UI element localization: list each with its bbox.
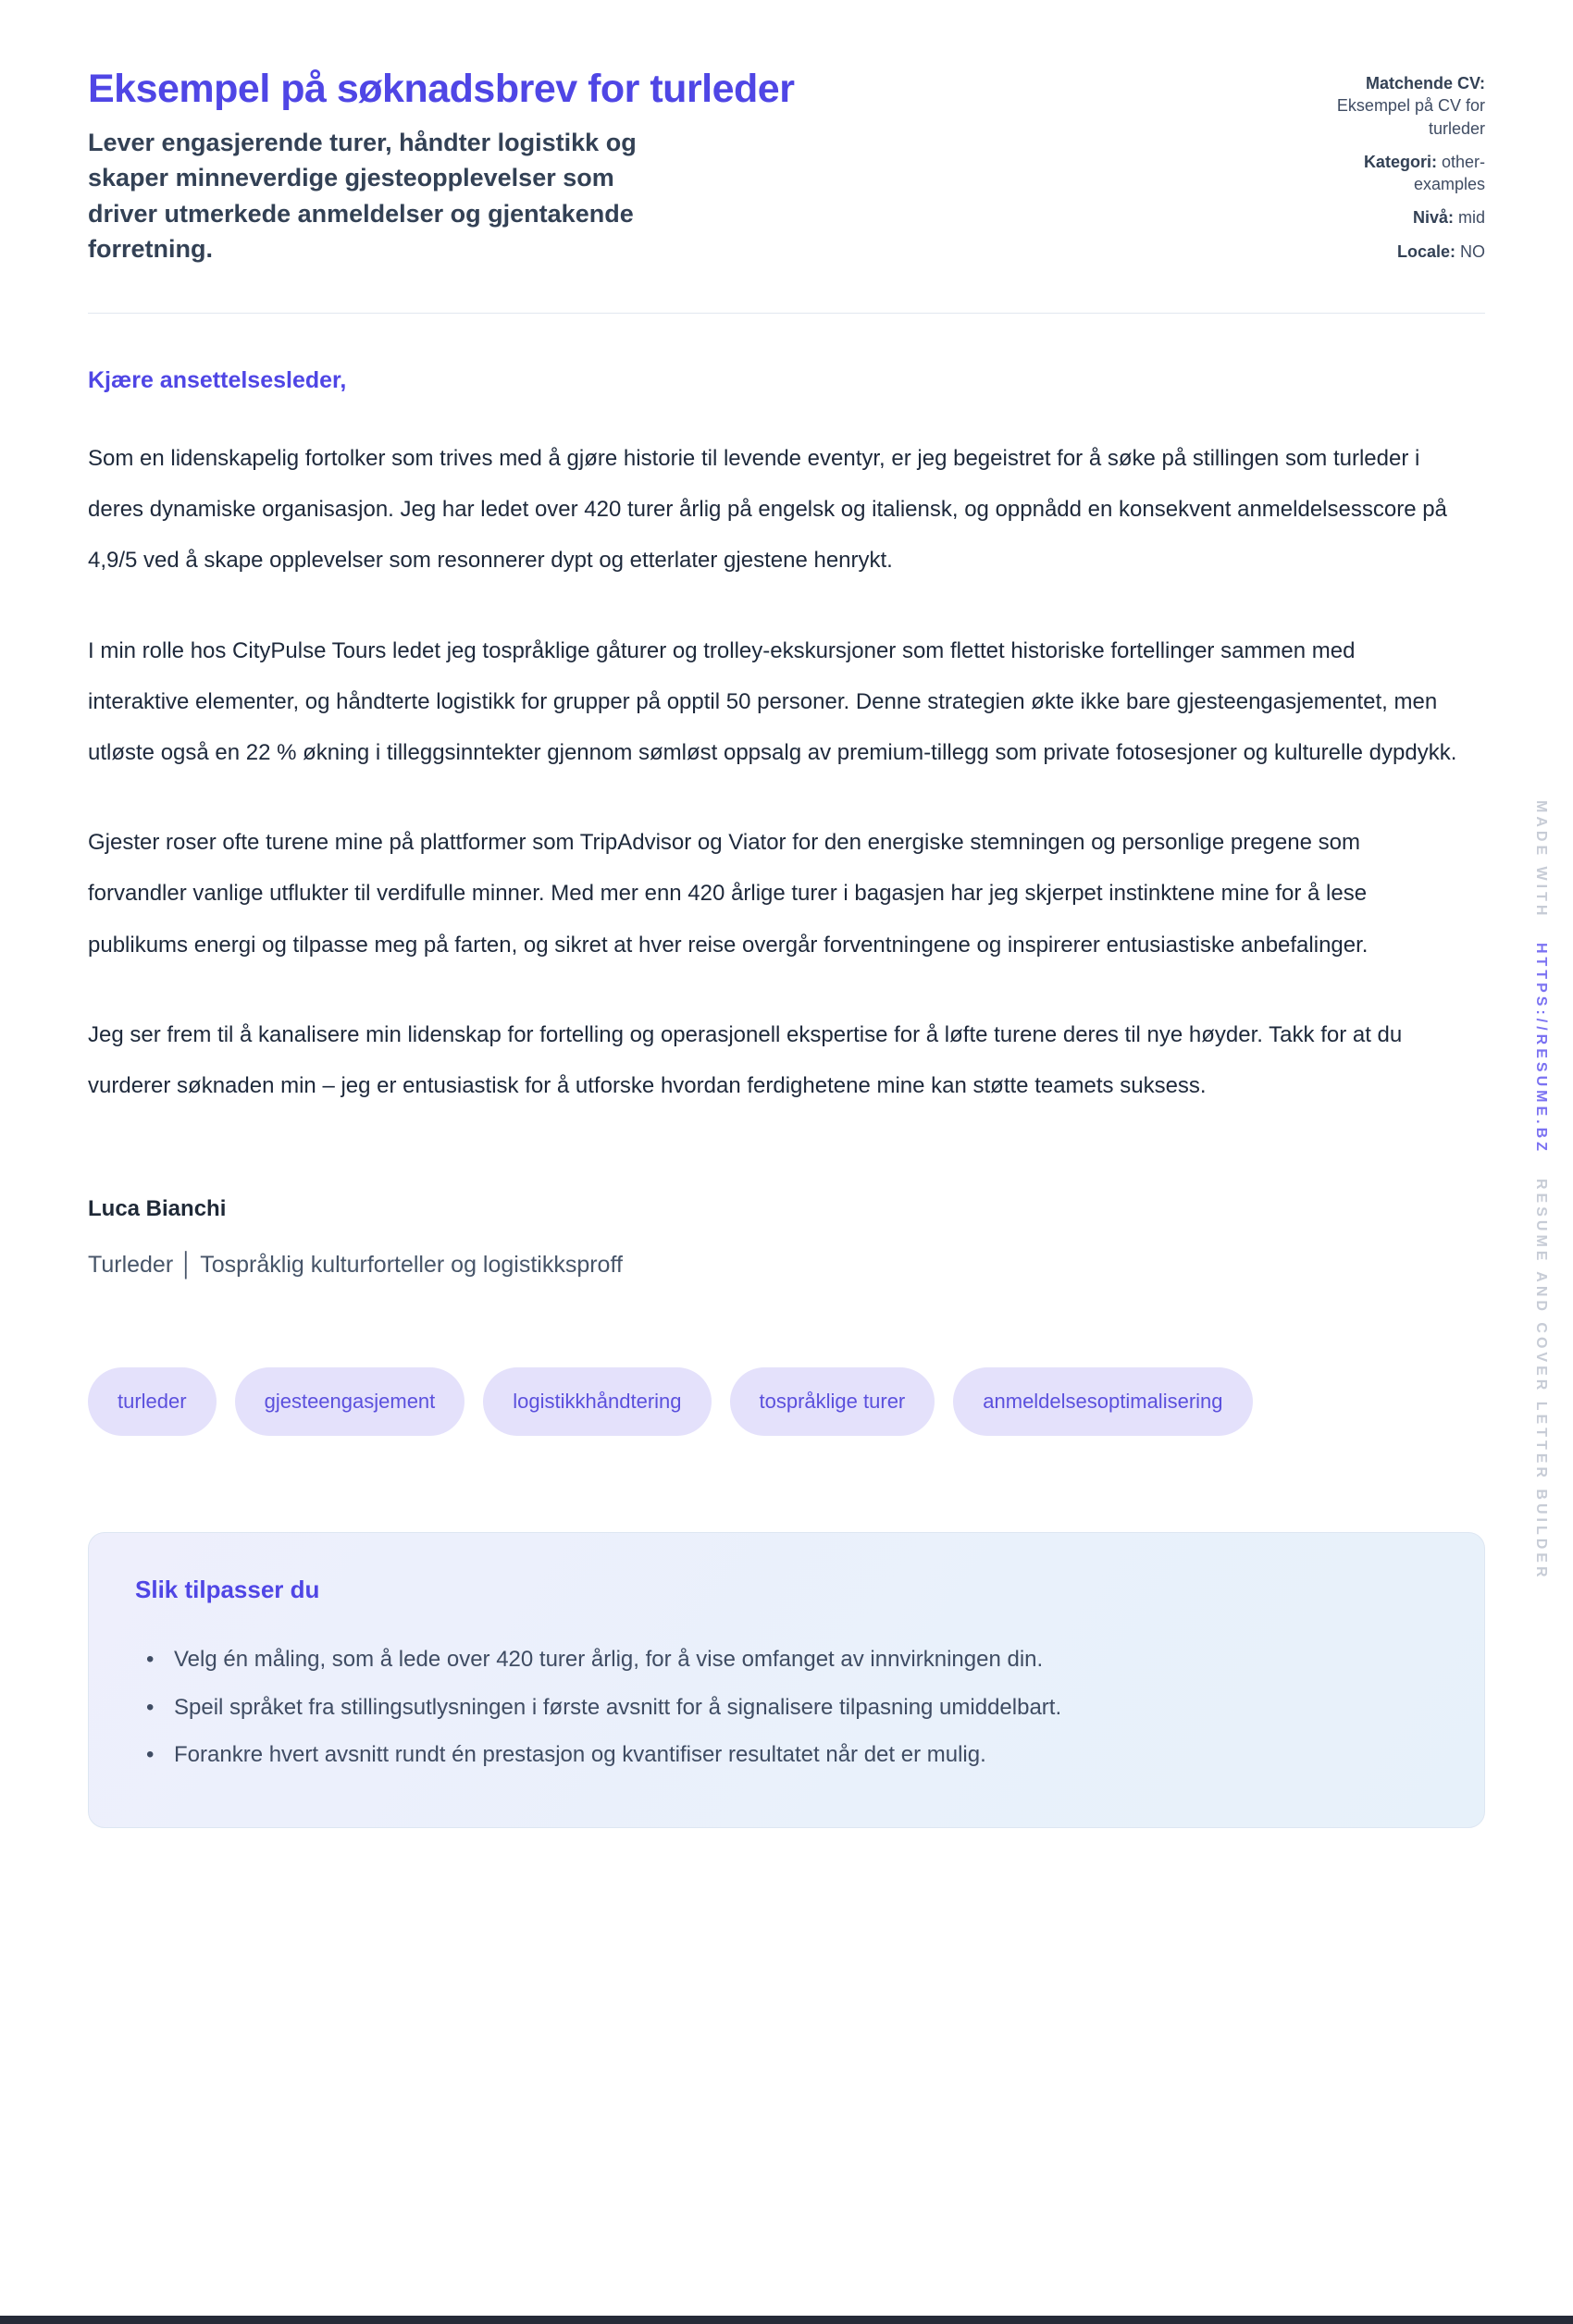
tips-card-title: Slik tilpasser du <box>135 1576 320 1604</box>
tip-item-1: • Velg én måling, som å lede over 420 turer årlig, for å vise omfanget av innvirkningen din. <box>135 1636 1366 1684</box>
signature-name: Luca Bianchi <box>88 1196 227 1222</box>
tag-tospraklige-turer[interactable]: tospråklige turer <box>730 1367 935 1436</box>
tag-turleder[interactable]: turleder <box>88 1367 217 1436</box>
tag-logistikkhandtering[interactable]: logistikkhåndtering <box>483 1367 711 1436</box>
letter-body <box>88 367 1485 1279</box>
tip-item-2: • Speil språket fra stillingsutlysningen i første avsnitt for å signalisere tilpasning umiddelbart. <box>135 1684 1366 1732</box>
meta-level <box>1300 206 1485 229</box>
meta-locale <box>1300 241 1485 263</box>
page-header <box>88 67 1485 274</box>
meta-category <box>1300 151 1485 196</box>
meta-matching-cv-label: Matchende CV: <box>1365 74 1485 93</box>
tag-gjesteengasjement[interactable]: gjesteengasjement <box>235 1367 465 1436</box>
keyword-tags <box>88 1367 1485 1436</box>
watermark-suffix: RESUME AND COVER LETTER BUILDER <box>1533 1179 1549 1581</box>
meta-level-value: mid <box>1457 208 1485 228</box>
meta-panel <box>1300 67 1485 274</box>
meta-locale-value: NO <box>1460 241 1485 261</box>
meta-locale-label: Locale: <box>1396 241 1455 261</box>
meta-matching-cv-value[interactable]: Eksempel på CV for turleder <box>1336 96 1485 138</box>
page-subtitle: Lever engasjerende turer, håndter logistikk og skaper minneverdige gjesteopplevelser som driver utmerkede anmeldelser og gjentakende forretning. <box>88 129 637 263</box>
signature-role: Turleder │ Tospråklig kulturforteller og logistikksproff <box>88 1252 623 1279</box>
meta-level-label: Nivå: <box>1412 208 1454 228</box>
tips-list <box>135 1636 1438 1779</box>
letter-paragraph-1: Som en lidenskapelig fortolker som trives med å gjøre historie til levende eventyr, er jeg begeistret for å søke på stillingen som turleder i deres dynamiske organisasjon. Jeg har ledet over 420 turer årlig på engelsk og italiensk, og oppnådd en konsekvent anmeldelsesscore på 4,9/5 ved å skape opplevelser som resonnerer dypt og etterlater gjestene henrykt. <box>88 446 1447 574</box>
watermark-resume-bz-link[interactable]: HTTPS://RESUME.BZ <box>1533 943 1549 1156</box>
header-titles <box>88 67 794 266</box>
page-title: Eksempel på søknadsbrev for turleder <box>88 67 795 111</box>
meta-category-label: Kategori: <box>1363 152 1437 171</box>
header-divider <box>88 313 1485 314</box>
tip-item-3: • Forankre hvert avsnitt rundt én prestasjon og kvantifiser resultatet når det er mulig. <box>135 1731 1366 1779</box>
footer-edge-bar <box>0 2316 1573 2324</box>
tag-anmeldelsesoptimalisering[interactable]: anmeldelsesoptimalisering <box>953 1367 1252 1436</box>
meta-matching-cv <box>1300 72 1485 140</box>
letter-paragraph-3: Gjester roser ofte turene mine på plattformer som TripAdvisor og Viator for den energiske stemningen og personlige pregene som forvandler vanlige utflukter til verdifulle minner. Med mer enn 420 årlige turer i bagasjen har jeg skjerpet instinktene mine for å lese publikums energi og tilpasse meg på farten, og sikret at hver reise overgår forventningene og inspirerer entusiastiske anbefalinger. <box>88 830 1369 958</box>
customization-tips-card <box>88 1532 1485 1828</box>
letter-paragraph-4: Jeg ser frem til å kanalisere min lidenskap for fortelling og operasjonell ekspertise for å løfte turene deres til nye høyder. Takk for at du vurderer søknaden min – jeg er entusiastisk for å utforske hvordan ferdighetene mine kan støtte teamets suksess. <box>88 1021 1403 1098</box>
made-with-watermark <box>1532 800 1549 1581</box>
letter-greeting: Kjære ansettelsesleder, <box>88 367 347 394</box>
meta-category-value: other-examples <box>1413 152 1485 194</box>
letter-paragraph-2: I min rolle hos CityPulse Tours ledet jeg tospråklige gåturer og trolley-ekskursjoner som flettet historiske fortellinger sammen med interaktive elementer, og håndterte logistikk for grupper på opptil 50 personer. Denne strategien økte ikke bare gjesteengasjementet, men utløste også en 22 % økning i tilleggsinntekter gjennom sømløst oppsalg av premium-tillegg som private fotosesjoner og kulturelle dypdykk. <box>88 637 1457 766</box>
watermark-prefix: MADE WITH <box>1533 800 1549 920</box>
